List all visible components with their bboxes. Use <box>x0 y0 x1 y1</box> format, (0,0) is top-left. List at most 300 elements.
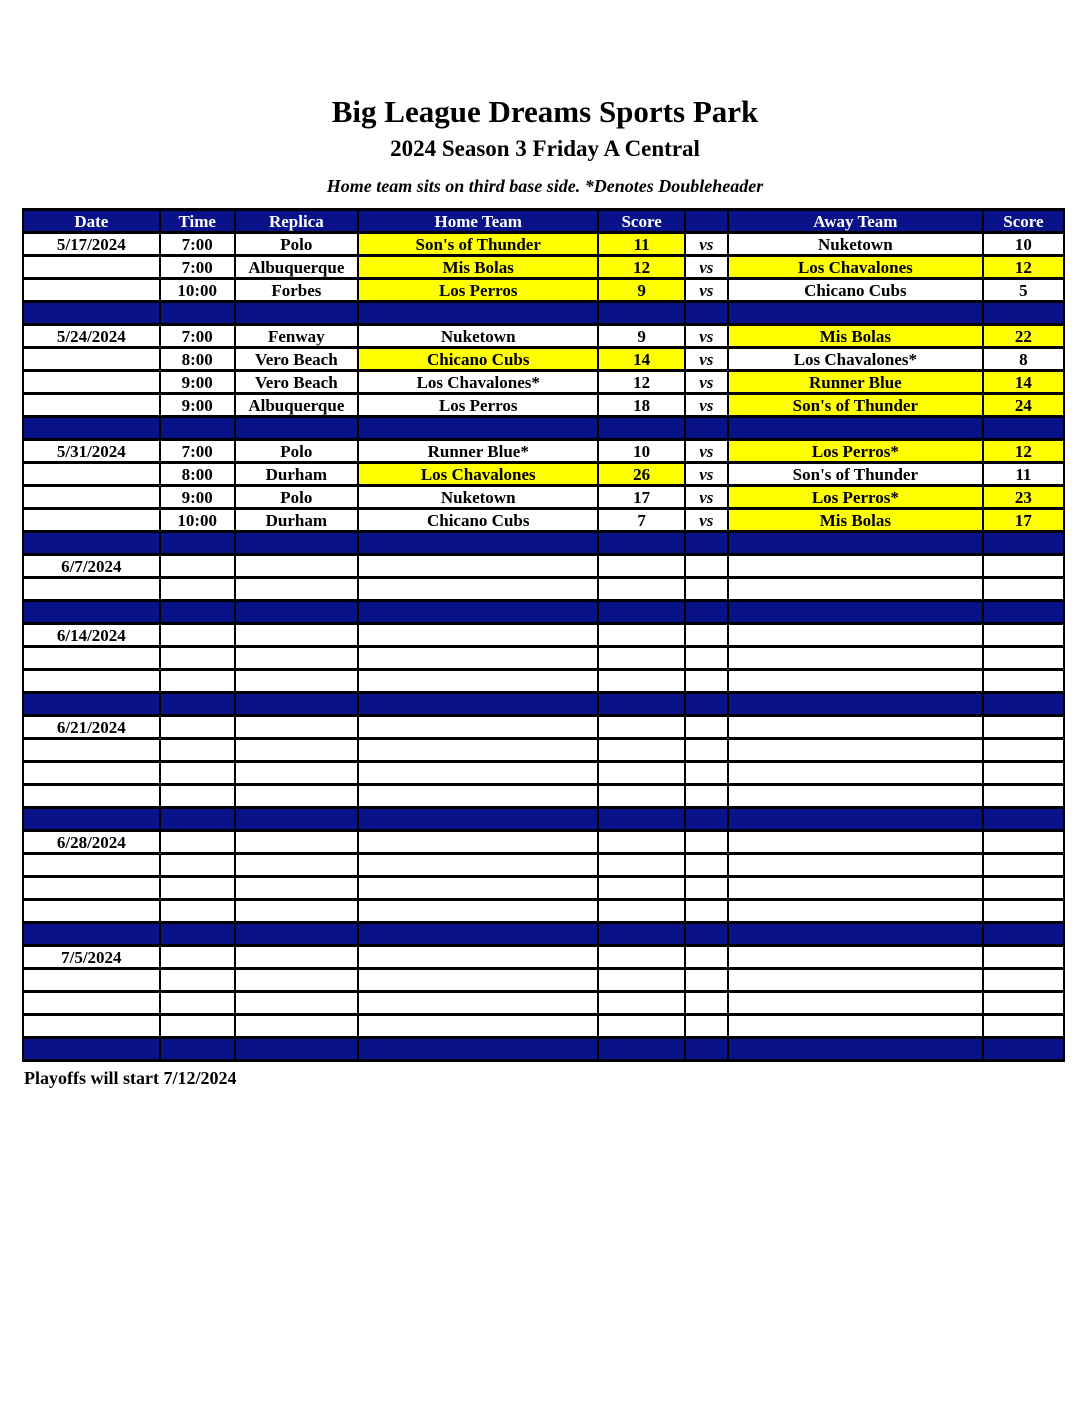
game-row <box>23 256 1064 279</box>
replica-cell <box>235 992 358 1015</box>
home-team-cell: Nuketown <box>358 486 598 509</box>
home-score-cell <box>598 647 684 670</box>
game-row <box>23 578 1064 601</box>
game-row <box>23 854 1064 877</box>
separator-row <box>23 302 1064 325</box>
separator-row <box>23 808 1064 831</box>
time-cell: 9:00 <box>160 371 235 394</box>
time-cell <box>160 877 235 900</box>
game-row <box>23 509 1064 532</box>
separator-row <box>23 532 1064 555</box>
replica-cell <box>235 555 358 578</box>
game-row <box>23 785 1064 808</box>
separator-cell <box>983 601 1064 624</box>
date-cell <box>23 900 160 923</box>
game-row <box>23 877 1064 900</box>
home-score-cell: 10 <box>598 440 684 463</box>
away-team-cell: Los Chavalones <box>728 256 983 279</box>
home-team-cell <box>358 647 598 670</box>
replica-cell <box>235 578 358 601</box>
time-cell <box>160 555 235 578</box>
replica-cell <box>235 762 358 785</box>
away-team-cell <box>728 647 983 670</box>
home-team-cell <box>358 670 598 693</box>
replica-cell: Albuquerque <box>235 394 358 417</box>
replica-cell <box>235 624 358 647</box>
separator-cell <box>358 1038 598 1061</box>
header-row <box>23 210 1064 233</box>
vs-cell: vs <box>685 279 728 302</box>
away-team-cell: Los Perros* <box>728 486 983 509</box>
column-header-home-team: Home Team <box>358 210 598 233</box>
date-cell <box>23 348 160 371</box>
separator-cell <box>160 601 235 624</box>
away-score-cell: 12 <box>983 440 1064 463</box>
away-score-cell <box>983 624 1064 647</box>
home-score-cell <box>598 877 684 900</box>
column-header-away-score: Score <box>983 210 1064 233</box>
vs-cell <box>685 1015 728 1038</box>
home-score-cell <box>598 578 684 601</box>
separator-cell <box>358 417 598 440</box>
separator-cell <box>983 532 1064 555</box>
separator-cell <box>235 532 358 555</box>
away-score-cell <box>983 946 1064 969</box>
separator-cell <box>23 601 160 624</box>
replica-cell: Durham <box>235 463 358 486</box>
separator-cell <box>598 601 684 624</box>
home-score-cell <box>598 1015 684 1038</box>
home-team-cell <box>358 624 598 647</box>
replica-cell <box>235 716 358 739</box>
home-team-cell: Nuketown <box>358 325 598 348</box>
date-cell <box>23 785 160 808</box>
home-team-cell <box>358 578 598 601</box>
separator-cell <box>598 417 684 440</box>
replica-cell <box>235 739 358 762</box>
away-score-cell <box>983 854 1064 877</box>
schedule-body <box>23 233 1064 1061</box>
away-score-cell <box>983 670 1064 693</box>
time-cell: 7:00 <box>160 233 235 256</box>
column-header-time: Time <box>160 210 235 233</box>
game-row <box>23 279 1064 302</box>
separator-cell <box>358 808 598 831</box>
date-cell: 5/31/2024 <box>23 440 160 463</box>
column-header-home-score: Score <box>598 210 684 233</box>
home-team-cell <box>358 1015 598 1038</box>
separator-cell <box>983 1038 1064 1061</box>
time-cell: 10:00 <box>160 279 235 302</box>
away-score-cell <box>983 969 1064 992</box>
replica-cell: Forbes <box>235 279 358 302</box>
away-team-cell: Nuketown <box>728 233 983 256</box>
date-cell: 6/14/2024 <box>23 624 160 647</box>
vs-cell: vs <box>685 394 728 417</box>
game-row <box>23 716 1064 739</box>
away-score-cell <box>983 900 1064 923</box>
game-row <box>23 440 1064 463</box>
home-score-cell: 12 <box>598 371 684 394</box>
separator-cell <box>598 302 684 325</box>
separator-cell <box>358 302 598 325</box>
vs-cell <box>685 900 728 923</box>
away-score-cell: 5 <box>983 279 1064 302</box>
home-team-cell <box>358 969 598 992</box>
time-cell: 8:00 <box>160 463 235 486</box>
page-title: Big League Dreams Sports Park <box>331 94 759 129</box>
away-team-cell <box>728 877 983 900</box>
separator-cell <box>160 532 235 555</box>
game-row <box>23 647 1064 670</box>
time-cell: 9:00 <box>160 394 235 417</box>
separator-cell <box>358 532 598 555</box>
separator-cell <box>598 532 684 555</box>
vs-cell <box>685 739 728 762</box>
date-cell <box>23 1015 160 1038</box>
separator-cell <box>728 601 983 624</box>
separator-cell <box>358 923 598 946</box>
separator-cell <box>685 302 728 325</box>
time-cell <box>160 716 235 739</box>
away-team-cell: Son's of Thunder <box>728 394 983 417</box>
game-row <box>23 1015 1064 1038</box>
separator-cell <box>685 532 728 555</box>
away-score-cell <box>983 785 1064 808</box>
away-score-cell <box>983 739 1064 762</box>
game-row <box>23 992 1064 1015</box>
away-score-cell: 10 <box>983 233 1064 256</box>
separator-cell <box>685 1038 728 1061</box>
replica-cell: Polo <box>235 233 358 256</box>
date-cell <box>23 509 160 532</box>
vs-cell: vs <box>685 440 728 463</box>
vs-cell <box>685 854 728 877</box>
game-row <box>23 325 1064 348</box>
game-row <box>23 969 1064 992</box>
separator-cell <box>23 302 160 325</box>
vs-cell <box>685 670 728 693</box>
vs-cell: vs <box>685 509 728 532</box>
away-team-cell <box>728 578 983 601</box>
home-score-cell <box>598 969 684 992</box>
game-row <box>23 486 1064 509</box>
separator-cell <box>23 532 160 555</box>
game-row <box>23 394 1064 417</box>
separator-cell <box>358 693 598 716</box>
separator-cell <box>235 302 358 325</box>
replica-cell <box>235 647 358 670</box>
home-team-cell: Chicano Cubs <box>358 509 598 532</box>
home-team-cell <box>358 877 598 900</box>
separator-cell <box>235 601 358 624</box>
separator-cell <box>598 1038 684 1061</box>
date-cell <box>23 969 160 992</box>
date-cell <box>23 739 160 762</box>
home-score-cell: 26 <box>598 463 684 486</box>
separator-cell <box>685 601 728 624</box>
date-cell <box>23 670 160 693</box>
away-team-cell <box>728 716 983 739</box>
game-row <box>23 946 1064 969</box>
date-cell <box>23 647 160 670</box>
away-score-cell: 17 <box>983 509 1064 532</box>
time-cell: 8:00 <box>160 348 235 371</box>
replica-cell <box>235 900 358 923</box>
home-score-cell: 17 <box>598 486 684 509</box>
replica-cell <box>235 854 358 877</box>
away-score-cell <box>983 992 1064 1015</box>
separator-cell <box>235 923 358 946</box>
replica-cell <box>235 1015 358 1038</box>
game-row <box>23 624 1064 647</box>
time-cell <box>160 670 235 693</box>
away-score-cell: 8 <box>983 348 1064 371</box>
home-team-cell: Mis Bolas <box>358 256 598 279</box>
time-cell <box>160 854 235 877</box>
home-team-cell: Runner Blue* <box>358 440 598 463</box>
away-team-cell <box>728 946 983 969</box>
separator-cell <box>23 1038 160 1061</box>
home-score-cell <box>598 555 684 578</box>
date-cell: 6/28/2024 <box>23 831 160 854</box>
home-score-cell: 7 <box>598 509 684 532</box>
separator-cell <box>728 808 983 831</box>
away-team-cell <box>728 969 983 992</box>
time-cell <box>160 1015 235 1038</box>
date-cell: 6/7/2024 <box>23 555 160 578</box>
away-score-cell <box>983 831 1064 854</box>
date-cell: 5/24/2024 <box>23 325 160 348</box>
home-team-cell <box>358 762 598 785</box>
home-team-cell <box>358 739 598 762</box>
vs-cell: vs <box>685 325 728 348</box>
separator-cell <box>160 302 235 325</box>
replica-cell <box>235 877 358 900</box>
vs-cell: vs <box>685 463 728 486</box>
away-score-cell <box>983 647 1064 670</box>
game-row <box>23 348 1064 371</box>
time-cell <box>160 946 235 969</box>
replica-cell: Albuquerque <box>235 256 358 279</box>
home-score-cell <box>598 946 684 969</box>
time-cell: 7:00 <box>160 256 235 279</box>
game-row <box>23 371 1064 394</box>
separator-cell <box>728 302 983 325</box>
away-team-cell <box>728 854 983 877</box>
away-team-cell <box>728 1015 983 1038</box>
vs-cell <box>685 992 728 1015</box>
date-cell <box>23 394 160 417</box>
away-team-cell: Los Perros* <box>728 440 983 463</box>
date-cell: 5/17/2024 <box>23 233 160 256</box>
replica-cell <box>235 969 358 992</box>
home-score-cell: 9 <box>598 325 684 348</box>
home-team-cell <box>358 831 598 854</box>
away-team-cell: Runner Blue <box>728 371 983 394</box>
page-subtitle: 2024 Season 3 Friday A Central <box>390 136 700 162</box>
separator-row <box>23 693 1064 716</box>
away-team-cell <box>728 900 983 923</box>
home-score-cell <box>598 762 684 785</box>
home-team-cell: Chicano Cubs <box>358 348 598 371</box>
separator-row <box>23 1038 1064 1061</box>
separator-cell <box>160 1038 235 1061</box>
vs-cell <box>685 877 728 900</box>
separator-cell <box>728 923 983 946</box>
home-team-cell: Los Chavalones* <box>358 371 598 394</box>
separator-cell <box>235 1038 358 1061</box>
away-team-cell: Los Chavalones* <box>728 348 983 371</box>
away-score-cell <box>983 877 1064 900</box>
time-cell: 7:00 <box>160 325 235 348</box>
separator-cell <box>983 302 1064 325</box>
date-cell <box>23 992 160 1015</box>
time-cell <box>160 785 235 808</box>
away-team-cell <box>728 670 983 693</box>
separator-cell <box>685 808 728 831</box>
home-score-cell <box>598 739 684 762</box>
separator-cell <box>358 601 598 624</box>
away-score-cell: 11 <box>983 463 1064 486</box>
separator-cell <box>983 417 1064 440</box>
home-score-cell <box>598 992 684 1015</box>
vs-cell: vs <box>685 348 728 371</box>
separator-cell <box>728 532 983 555</box>
vs-cell: vs <box>685 256 728 279</box>
time-cell <box>160 900 235 923</box>
separator-row <box>23 601 1064 624</box>
home-team-cell: Los Chavalones <box>358 463 598 486</box>
home-score-cell <box>598 670 684 693</box>
vs-cell <box>685 716 728 739</box>
away-score-cell <box>983 716 1064 739</box>
home-team-cell <box>358 716 598 739</box>
vs-cell <box>685 762 728 785</box>
schedule-table <box>22 208 1065 1062</box>
vs-cell <box>685 555 728 578</box>
home-team-cell: Los Perros <box>358 394 598 417</box>
separator-cell <box>160 693 235 716</box>
replica-cell <box>235 831 358 854</box>
vs-cell <box>685 785 728 808</box>
separator-cell <box>728 417 983 440</box>
date-cell <box>23 578 160 601</box>
home-score-cell: 9 <box>598 279 684 302</box>
vs-cell <box>685 946 728 969</box>
vs-cell: vs <box>685 486 728 509</box>
replica-cell: Vero Beach <box>235 371 358 394</box>
home-team-cell <box>358 946 598 969</box>
away-team-cell: Son's of Thunder <box>728 463 983 486</box>
time-cell: 10:00 <box>160 509 235 532</box>
home-team-cell <box>358 785 598 808</box>
date-cell: 7/5/2024 <box>23 946 160 969</box>
separator-cell <box>728 693 983 716</box>
home-team-cell <box>358 555 598 578</box>
separator-cell <box>235 693 358 716</box>
time-cell <box>160 578 235 601</box>
game-row <box>23 900 1064 923</box>
away-team-cell <box>728 762 983 785</box>
game-row <box>23 831 1064 854</box>
vs-cell <box>685 969 728 992</box>
vs-cell <box>685 647 728 670</box>
game-row <box>23 463 1064 486</box>
separator-cell <box>983 808 1064 831</box>
home-score-cell: 14 <box>598 348 684 371</box>
date-cell <box>23 279 160 302</box>
time-cell: 9:00 <box>160 486 235 509</box>
away-score-cell <box>983 762 1064 785</box>
away-team-cell <box>728 739 983 762</box>
column-header-away-team: Away Team <box>728 210 983 233</box>
home-score-cell <box>598 900 684 923</box>
date-cell <box>23 854 160 877</box>
away-team-cell <box>728 624 983 647</box>
away-team-cell <box>728 992 983 1015</box>
separator-cell <box>598 693 684 716</box>
date-cell <box>23 486 160 509</box>
away-team-cell <box>728 831 983 854</box>
home-score-cell <box>598 716 684 739</box>
separator-row <box>23 417 1064 440</box>
away-team-cell: Mis Bolas <box>728 509 983 532</box>
home-team-cell: Los Perros <box>358 279 598 302</box>
vs-cell <box>685 624 728 647</box>
separator-cell <box>23 417 160 440</box>
replica-cell: Polo <box>235 486 358 509</box>
away-score-cell: 12 <box>983 256 1064 279</box>
away-team-cell <box>728 785 983 808</box>
time-cell <box>160 647 235 670</box>
replica-cell: Vero Beach <box>235 348 358 371</box>
column-header-vs <box>685 210 728 233</box>
away-score-cell: 23 <box>983 486 1064 509</box>
separator-cell <box>685 923 728 946</box>
separator-row <box>23 923 1064 946</box>
game-row <box>23 555 1064 578</box>
header-note: Home team sits on third base side. *Denotes Doubleheader <box>326 176 764 197</box>
vs-cell: vs <box>685 371 728 394</box>
replica-cell: Fenway <box>235 325 358 348</box>
separator-cell <box>685 693 728 716</box>
away-team-cell: Chicano Cubs <box>728 279 983 302</box>
home-score-cell: 11 <box>598 233 684 256</box>
game-row <box>23 233 1064 256</box>
home-score-cell <box>598 854 684 877</box>
vs-cell <box>685 578 728 601</box>
date-cell <box>23 877 160 900</box>
away-score-cell: 24 <box>983 394 1064 417</box>
replica-cell: Durham <box>235 509 358 532</box>
home-score-cell <box>598 831 684 854</box>
replica-cell <box>235 670 358 693</box>
time-cell <box>160 831 235 854</box>
separator-cell <box>160 923 235 946</box>
game-row <box>23 739 1064 762</box>
column-header-date: Date <box>23 210 160 233</box>
away-score-cell <box>983 1015 1064 1038</box>
home-team-cell <box>358 854 598 877</box>
replica-cell <box>235 785 358 808</box>
home-score-cell: 12 <box>598 256 684 279</box>
separator-cell <box>728 1038 983 1061</box>
separator-cell <box>23 923 160 946</box>
away-score-cell <box>983 555 1064 578</box>
replica-cell <box>235 946 358 969</box>
game-row <box>23 670 1064 693</box>
